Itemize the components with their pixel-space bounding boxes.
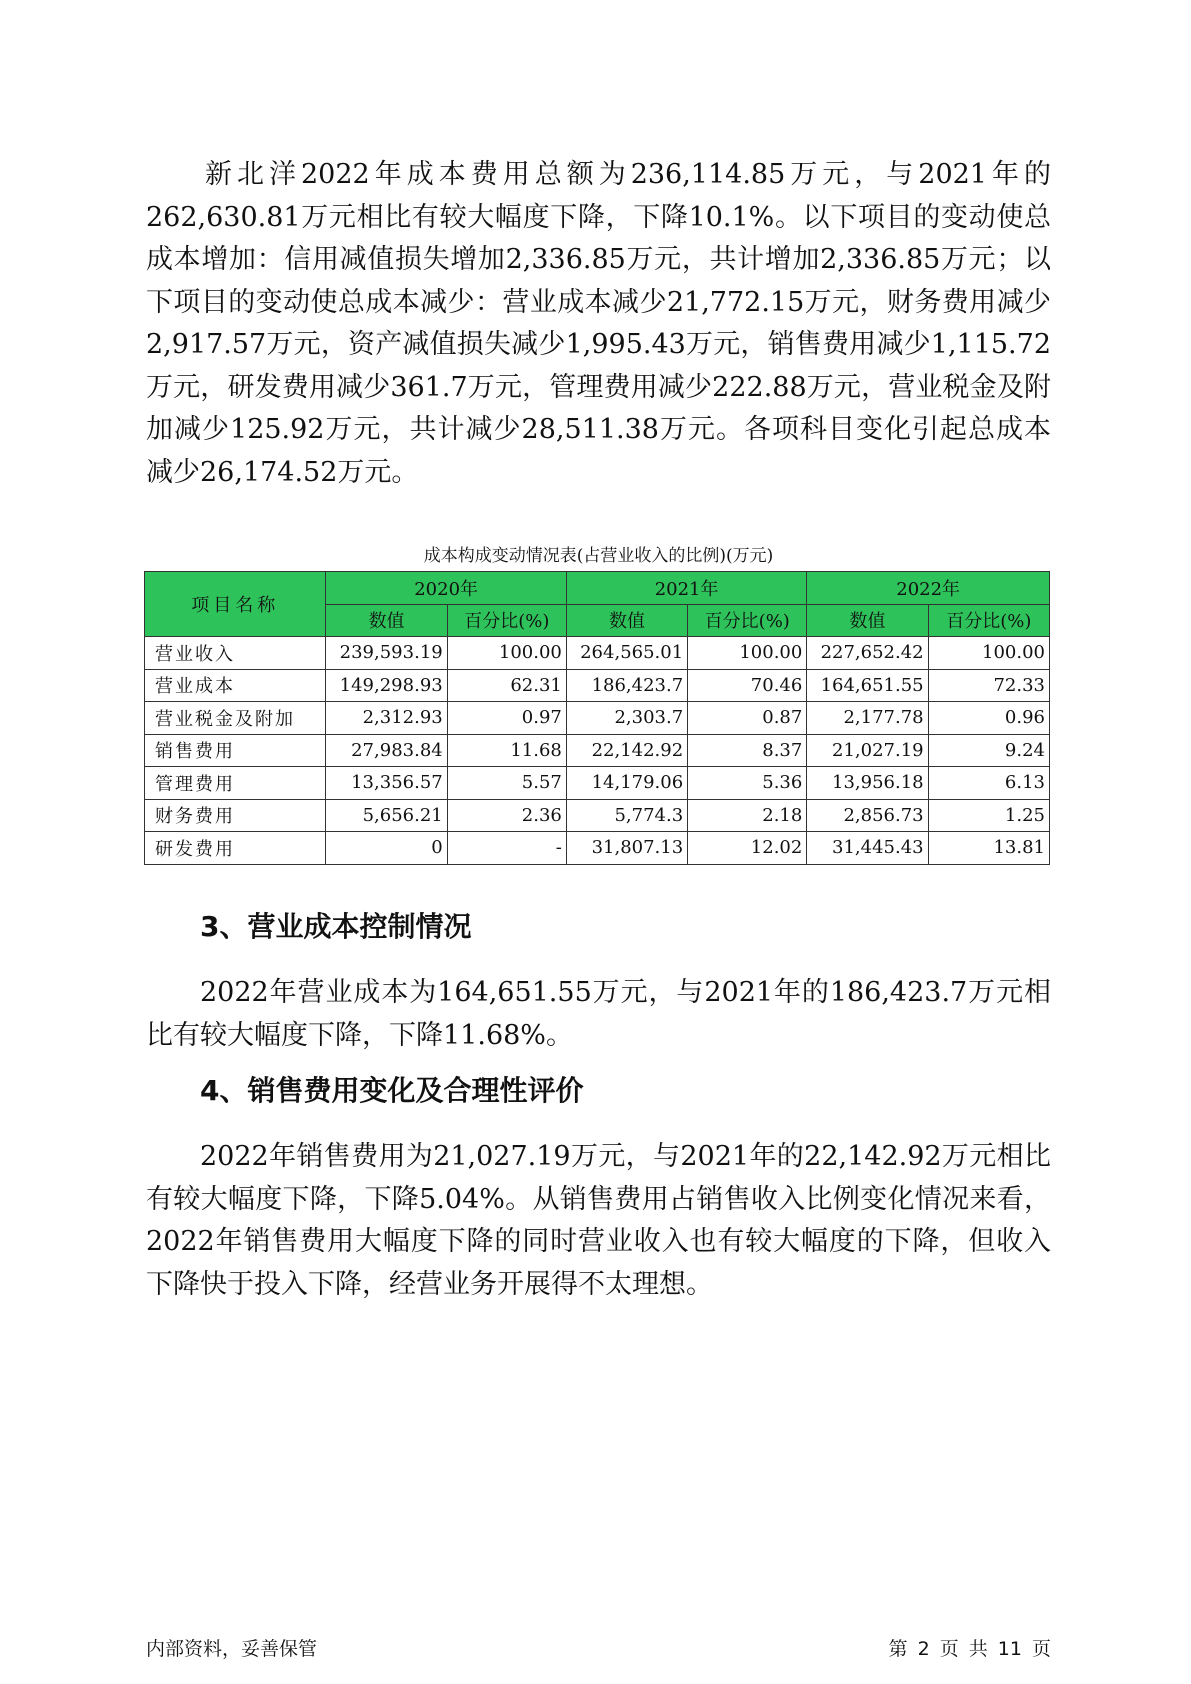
cell-percent: 0.97 (447, 702, 566, 735)
paragraph-sales-expense-text: 2022年销售费用为21,027.19万元，与2021年的22,142.92万元相比有较大幅度下降，下降5.04%。从销售费用占销售收入比例变化情况来看，2022年销售费用大幅度下降的同时营业收入也有较大幅度的下降，但收入下降快于投入下降，经营业务开展得不太理想。 (146, 1141, 1051, 1300)
cell-value: 5,774.3 (566, 799, 687, 832)
cell-value: 5,656.21 (326, 799, 447, 832)
table-row (145, 767, 1050, 800)
table-body (145, 637, 1050, 865)
table-row (145, 702, 1050, 735)
table-row (145, 734, 1050, 767)
cell-value: 164,651.55 (807, 669, 928, 702)
table-row (145, 799, 1050, 832)
subheader-percent: 百分比(%) (928, 604, 1049, 637)
row-label: 管理费用 (145, 767, 326, 800)
header-year-2020: 2020年 (326, 572, 566, 605)
cell-percent: 72.33 (928, 669, 1049, 702)
row-label: 财务费用 (145, 799, 326, 832)
cell-value: 2,177.78 (807, 702, 928, 735)
cell-percent: 2.18 (688, 799, 807, 832)
row-label: 营业成本 (145, 669, 326, 702)
cell-percent: 0.87 (688, 702, 807, 735)
table-row (145, 832, 1050, 865)
header-item-name: 项目名称 (145, 572, 326, 637)
cell-percent: 11.68 (447, 734, 566, 767)
cell-percent: 100.00 (688, 637, 807, 670)
cell-value: 227,652.42 (807, 637, 928, 670)
cell-value: 13,356.57 (326, 767, 447, 800)
cell-percent: 13.81 (928, 832, 1049, 865)
table-header-row-years (145, 572, 1050, 605)
cell-percent: 8.37 (688, 734, 807, 767)
cell-value: 31,445.43 (807, 832, 928, 865)
paragraph-cost-summary (146, 154, 1051, 494)
subheader-value: 数值 (807, 604, 928, 637)
cell-percent: 0.96 (928, 702, 1049, 735)
cell-percent: 12.02 (688, 832, 807, 865)
subheader-percent: 百分比(%) (447, 604, 566, 637)
paragraph-cost-summary-text: 新北洋2022年成本费用总额为236,114.85万元，与2021年的262,630.81万元相比有较大幅度下降，下降10.1%。以下项目的变动使总成本增加：信用减值损失增加2,336.85万元，共计增加2,336.85万元；以下项目的变动使总成本减少：营业成本减少21,772.15万元，财务费用减少2,917.57万元，资产减值损失减少1,995.43万元，销售费用减少1,115.72万元，研发费用减少361.7万元，管理费用减少222.88万元，营业税金及附加减少125.92万元，共计减少28,511.38万元。各项科目变化引起总成本减少26,174.52万元。 (146, 159, 1051, 488)
row-label: 销售费用 (145, 734, 326, 767)
cell-value: 2,856.73 (807, 799, 928, 832)
cell-value: 186,423.7 (566, 669, 687, 702)
table-row (145, 669, 1050, 702)
cell-percent: 5.57 (447, 767, 566, 800)
row-label: 营业税金及附加 (145, 702, 326, 735)
cell-value: 0 (326, 832, 447, 865)
cell-value: 27,983.84 (326, 734, 447, 767)
cell-percent: 62.31 (447, 669, 566, 702)
cell-value: 31,807.13 (566, 832, 687, 865)
subheader-value: 数值 (566, 604, 687, 637)
cell-value: 13,956.18 (807, 767, 928, 800)
header-year-2021: 2021年 (566, 572, 806, 605)
subheader-value: 数值 (326, 604, 447, 637)
paragraph-operating-cost-text: 2022年营业成本为164,651.55万元，与2021年的186,423.7万元相比有较大幅度下降，下降11.68%。 (146, 977, 1051, 1051)
footer-confidential-note: 内部资料，妥善保管 (146, 1638, 318, 1660)
cell-percent: 5.36 (688, 767, 807, 800)
cell-percent: 6.13 (928, 767, 1049, 800)
section-heading-operating-cost: 3、营业成本控制情况 (200, 910, 472, 943)
cell-percent: - (447, 832, 566, 865)
cell-percent: 100.00 (447, 637, 566, 670)
paragraph-sales-expense (146, 1136, 1051, 1306)
cell-value: 2,312.93 (326, 702, 447, 735)
footer-page-number: 第 2 页 共 11 页 (888, 1638, 1051, 1660)
subheader-percent: 百分比(%) (688, 604, 807, 637)
table-caption: 成本构成变动情况表(占营业收入的比例)(万元) (423, 546, 774, 566)
cell-percent: 70.46 (688, 669, 807, 702)
cell-value: 22,142.92 (566, 734, 687, 767)
cell-percent: 9.24 (928, 734, 1049, 767)
row-label: 研发费用 (145, 832, 326, 865)
cell-value: 2,303.7 (566, 702, 687, 735)
cell-value: 239,593.19 (326, 637, 447, 670)
cell-value: 21,027.19 (807, 734, 928, 767)
cost-structure-table (144, 571, 1050, 865)
row-label: 营业收入 (145, 637, 326, 670)
section-heading-sales-expense: 4、销售费用变化及合理性评价 (200, 1074, 584, 1107)
paragraph-operating-cost (146, 972, 1051, 1057)
cell-value: 14,179.06 (566, 767, 687, 800)
cell-percent: 2.36 (447, 799, 566, 832)
table-row (145, 637, 1050, 670)
cell-percent: 1.25 (928, 799, 1049, 832)
header-year-2022: 2022年 (807, 572, 1050, 605)
cell-percent: 100.00 (928, 637, 1049, 670)
cell-value: 149,298.93 (326, 669, 447, 702)
cell-value: 264,565.01 (566, 637, 687, 670)
